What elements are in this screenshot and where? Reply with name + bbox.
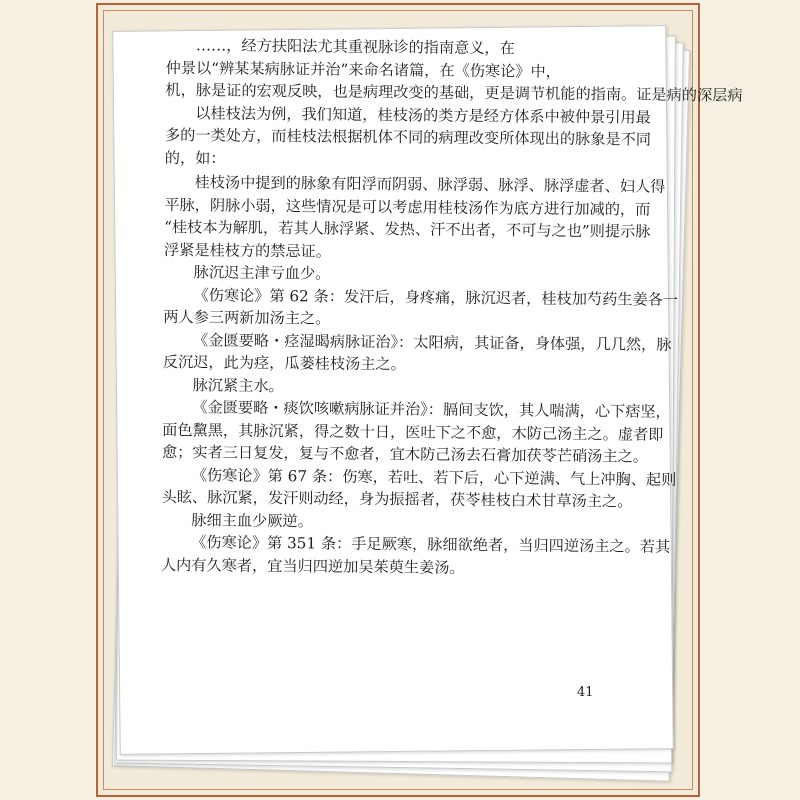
text-line: 的，如： — [164, 148, 226, 168]
text-line: 平脉，阴脉小弱，这些情况是可以考虑用桂枝汤作为底方进行加减的，而 — [164, 195, 651, 219]
section-heading: 脉细主血少厥逆。 — [191, 510, 313, 530]
page-number: 41 — [577, 685, 594, 700]
text-line: 《伤寒论》第 351 条：手足厥寒，脉细欲绝者，当归四逆汤主之。若其 — [191, 533, 671, 556]
text-line: 两人参三两新加汤主之。 — [163, 307, 331, 328]
text-line: 《伤寒论》第 62 条：发汗后，身疼痛，脉沉迟者，桂枝加芍药生姜各一 — [193, 285, 679, 309]
text-line: 《金匮要略・痰饮咳嗽病脉证并治》：膈间支饮，其人喘满，心下痞坚， — [192, 398, 671, 421]
text-line: ……，经方扶阳法尤其重视脉诊的指南意义，在 — [195, 36, 515, 58]
text-line: 面色黧黑，其脉沉紧，得之数十日，医吐下之不愈，木防己汤主之。虚者即 — [162, 420, 664, 444]
text-line: 《金匮要略・痉湿暍病脉证治》：太阳病，其证备，身体强，几几然，脉 — [192, 330, 672, 354]
text-line: 愈；实者三日复发，复与不愈者，宜木防己汤去石膏加茯苓芒硝汤主之。 — [161, 442, 649, 466]
section-heading: 脉沉紧主水。 — [192, 375, 284, 395]
text-line: 桂枝汤中提到的脉象有阳浮而阴弱、脉浮弱、脉浮、脉浮虚者、妇人得 — [194, 173, 666, 196]
text-line: 多的一类处方，而桂枝法根据机体不同的病理改变所体现出的脉象是不同 — [164, 125, 652, 149]
text-line: 机，脉是证的宏观反映，也是病理改变的基础，更是调节机能的指南。证是病的深层病 — [165, 80, 743, 105]
section-heading: 脉沉迟主津亏血少。 — [193, 263, 331, 283]
text-line: 浮紧是桂枝方的禁忌证。 — [163, 240, 332, 261]
text-line: 仲景以“辨某某病脉证并治”来命名诸篇，在《伤寒论》中， — [165, 58, 561, 81]
text-line: 反沉迟，此为痉，瓜蒌桂枝汤主之。 — [162, 352, 406, 374]
page-text — [160, 34, 743, 581]
text-line: 头眩、脉沉紧，发汗则动经，身为振摇者，茯苓桂枝白术甘草汤主之。 — [161, 487, 633, 511]
text-line: “桂枝本为解肌，若其人脉浮紧、发热、汗不出者，不可与之也”则提示脉 — [164, 217, 651, 241]
text-line: 以桂枝法为例，我们知道，桂枝汤的类方是经方体系中被仲景引用最 — [195, 103, 651, 127]
text-line: 人内有久寒者，宜当归四逆加吴茱萸生姜汤。 — [160, 555, 465, 577]
text-line: 《伤寒论》第 67 条：伤寒，若吐、若下后，心下逆满、气上冲胸、起则 — [191, 465, 677, 489]
